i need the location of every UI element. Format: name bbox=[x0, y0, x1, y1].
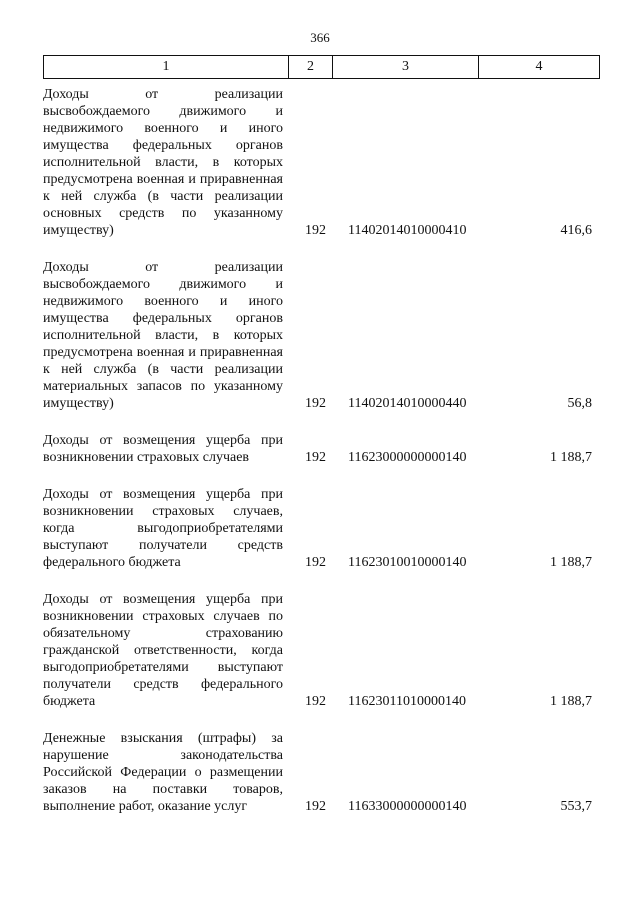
column-header-table bbox=[43, 55, 600, 79]
row-amount: 1 188,7 bbox=[550, 694, 592, 709]
row-amount: 1 188,7 bbox=[550, 450, 592, 465]
row-description: Доходы от возмещения ущерба при возникновении страховых случаев bbox=[43, 433, 283, 465]
row-admin-code: 192 bbox=[305, 223, 326, 238]
row-description: Доходы от реализации высвобождаемого движимого и недвижимого военного и иного имущества федеральных органов исполнительной власти, в которых предусмотрена военная и приравненная к ней служба (в части реализации материальных запасов по указанному имуществу) bbox=[43, 260, 283, 411]
row-budget-code: 11623010010000140 bbox=[348, 555, 467, 570]
table-row bbox=[43, 86, 600, 239]
row-budget-code: 11633000000000140 bbox=[348, 799, 467, 814]
row-description: Доходы от возмещения ущерба при возникновении страховых случаев по обязательному страхованию гражданской ответственности, когда выгодоприобретателями выступают получатели средств федерального бюджета bbox=[43, 592, 283, 709]
page-number: 366 bbox=[310, 30, 330, 45]
row-admin-code: 192 bbox=[305, 694, 326, 709]
column-header-2: 2 bbox=[289, 56, 333, 79]
column-header-3: 3 bbox=[333, 56, 479, 79]
column-header-4: 4 bbox=[479, 56, 600, 79]
table-row bbox=[43, 432, 600, 466]
row-admin-code: 192 bbox=[305, 396, 326, 411]
row-admin-code: 192 bbox=[305, 799, 326, 814]
row-amount: 1 188,7 bbox=[550, 555, 592, 570]
row-budget-code: 11402014010000410 bbox=[348, 223, 467, 238]
table-row bbox=[43, 259, 600, 412]
row-amount: 553,7 bbox=[560, 799, 592, 814]
row-description: Доходы от возмещения ущерба при возникновении страховых случаев, когда выгодоприобретателями выступают получатели средств федерального бюджета bbox=[43, 487, 283, 570]
column-header-1: 1 bbox=[44, 56, 289, 79]
row-budget-code: 11623011010000140 bbox=[348, 694, 466, 709]
row-amount: 56,8 bbox=[567, 396, 592, 411]
row-budget-code: 11623000000000140 bbox=[348, 450, 467, 465]
row-admin-code: 192 bbox=[305, 555, 326, 570]
table-row bbox=[43, 730, 600, 815]
row-description: Денежные взыскания (штрафы) за нарушение законодательства Российской Федерации о размещении заказов на поставки товаров, выполнение работ, оказание услуг bbox=[43, 731, 283, 814]
table-body bbox=[43, 86, 600, 835]
table-row bbox=[43, 486, 600, 571]
table-row bbox=[43, 591, 600, 710]
row-budget-code: 11402014010000440 bbox=[348, 396, 467, 411]
row-admin-code: 192 bbox=[305, 450, 326, 465]
row-amount: 416,6 bbox=[560, 223, 592, 238]
row-description: Доходы от реализации высвобождаемого движимого и недвижимого военного и иного имущества федеральных органов исполнительной власти, в которых предусмотрена военная и приравненная к ней служба (в части реализации основных средств по указанному имуществу) bbox=[43, 87, 283, 238]
